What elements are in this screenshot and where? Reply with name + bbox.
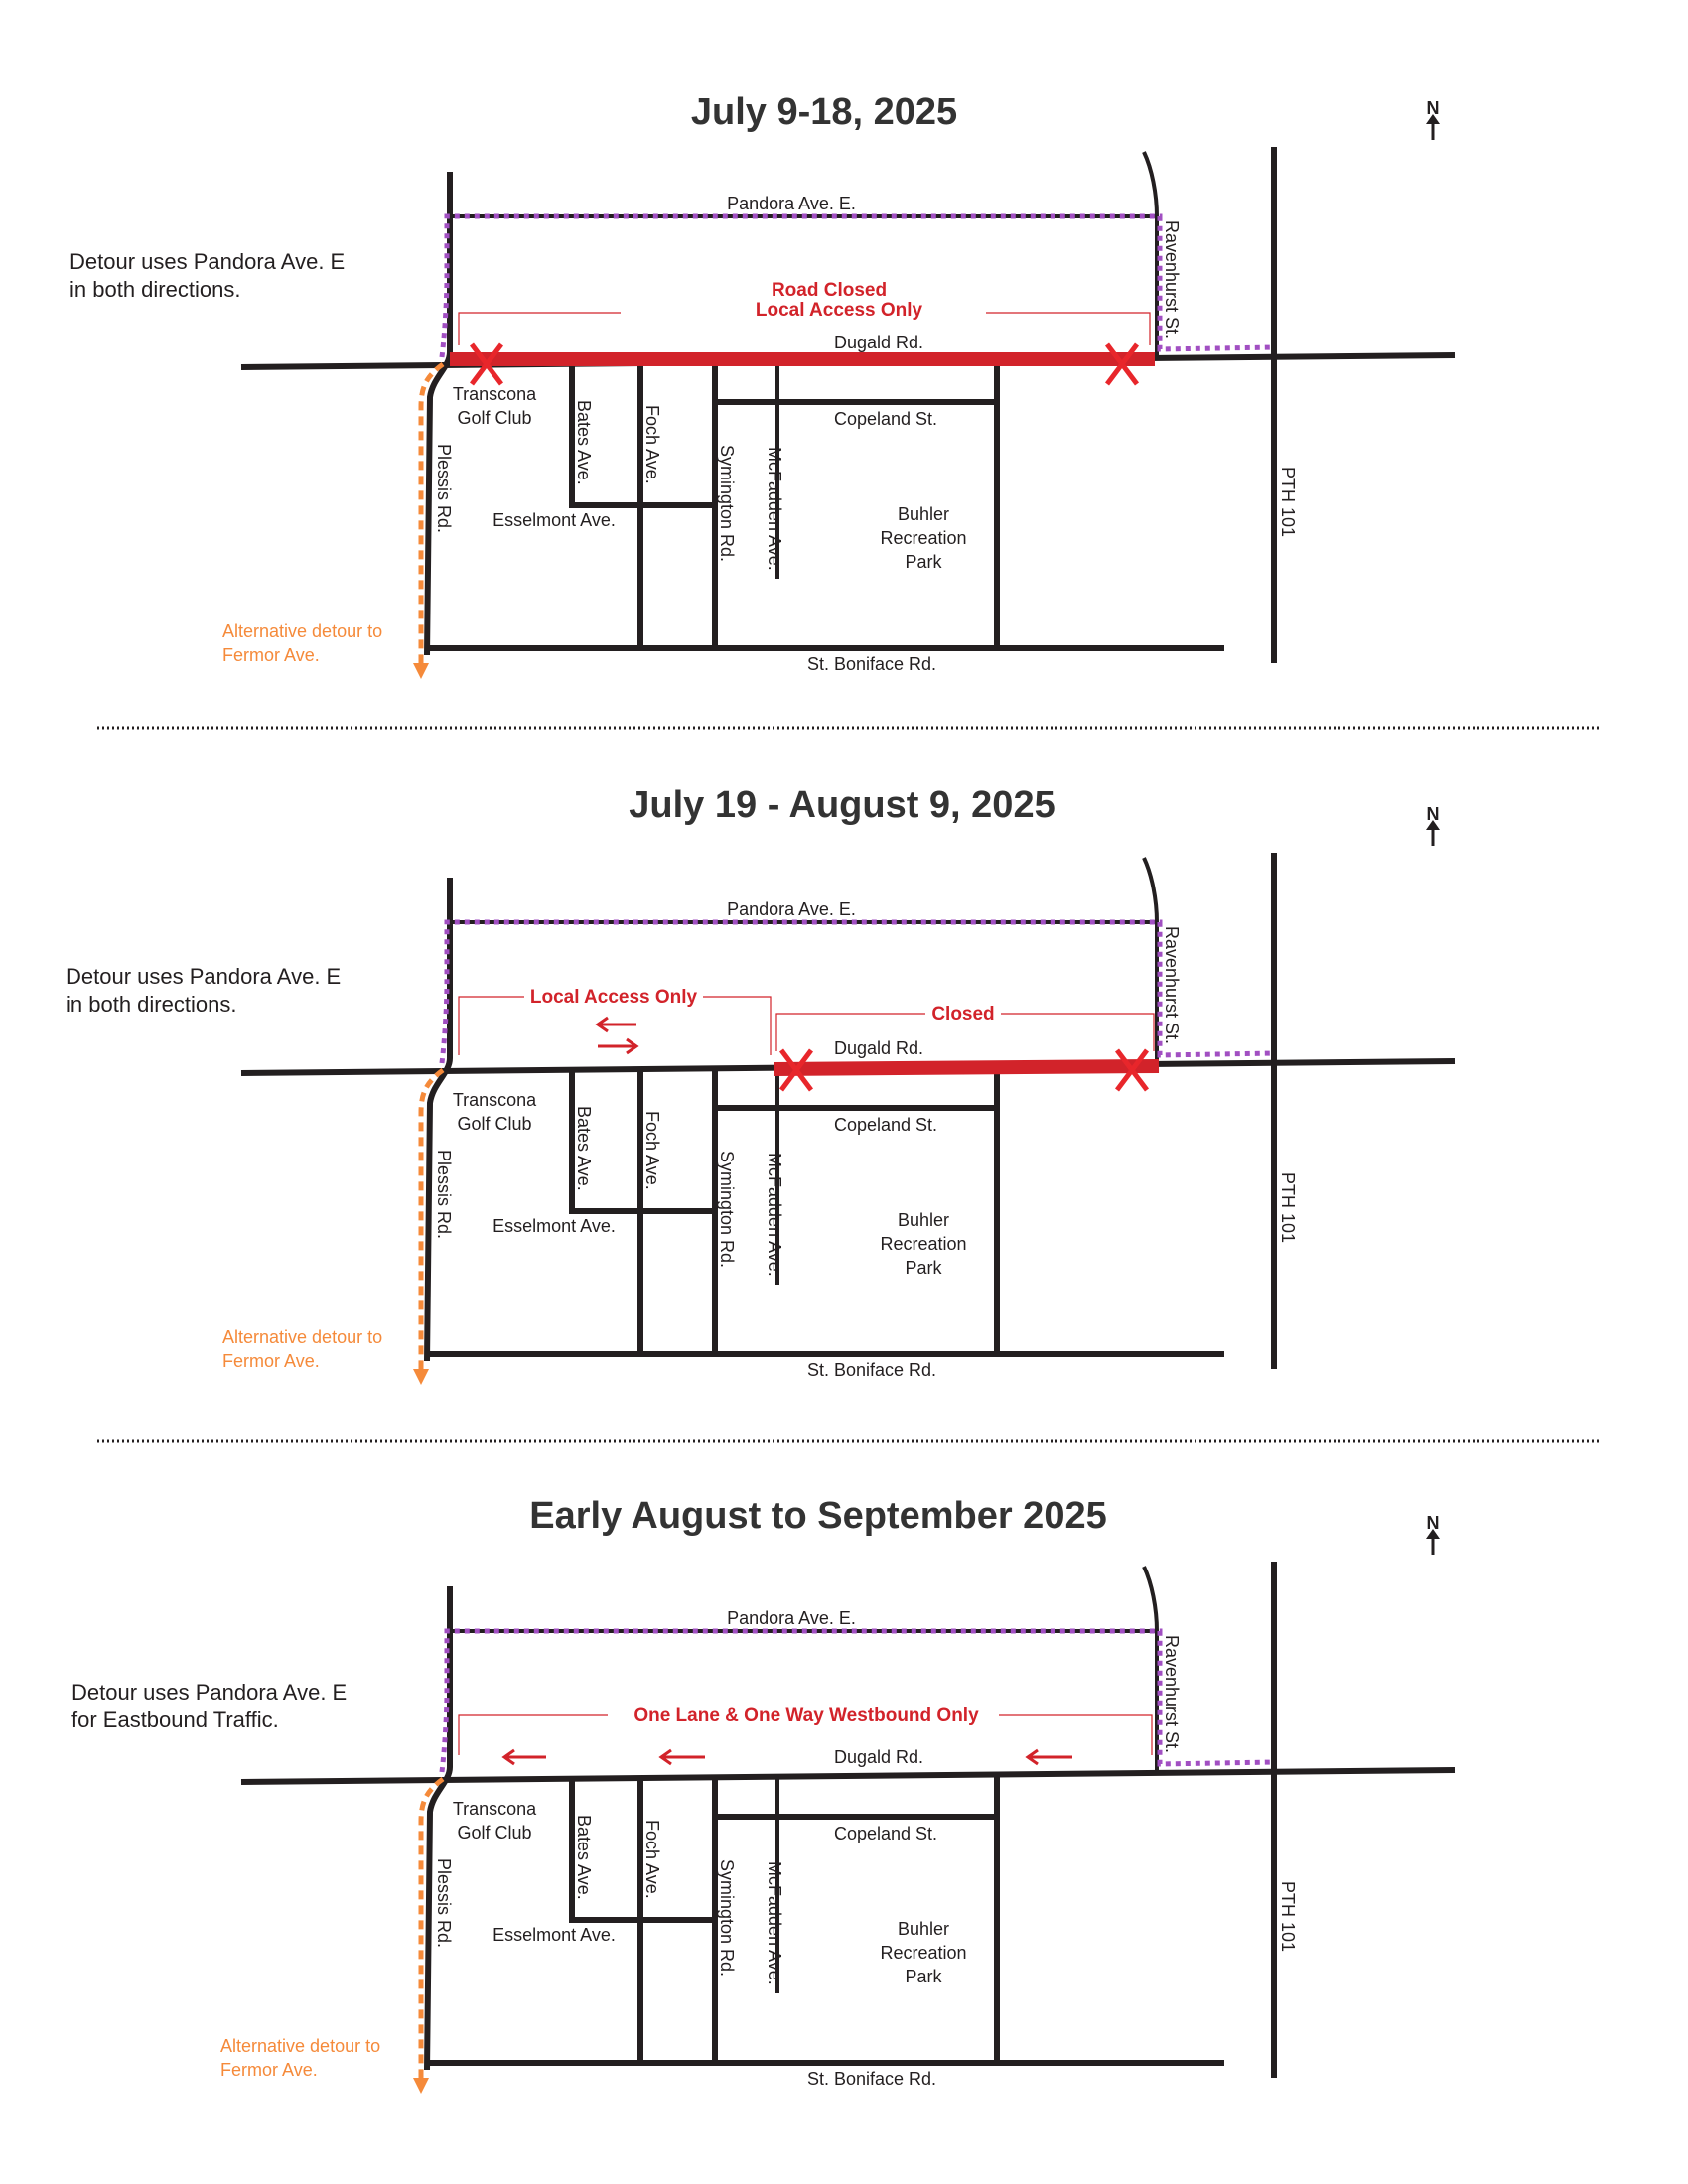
- street-label: Plessis Rd.: [434, 1150, 454, 1240]
- street-label: St. Boniface Rd.: [806, 2069, 937, 2089]
- north-arrow-label: N: [1426, 1513, 1440, 1533]
- closure-label: Closed: [931, 1004, 995, 1024]
- park-label: Buhler: [897, 1210, 950, 1230]
- alt-detour-note: Alternative detour to: [220, 2036, 381, 2056]
- street-label: Transcona: [452, 1090, 537, 1110]
- street-label: Bates Ave.: [574, 1106, 594, 1191]
- closure-label: One Lane & One Way Westbound Only: [633, 1706, 979, 1726]
- street-label: Dugald Rd.: [833, 1747, 924, 1767]
- park-label: Recreation: [880, 528, 967, 548]
- park-label: Park: [905, 1967, 942, 1986]
- detour-note: for Eastbound Traffic.: [71, 1707, 279, 1732]
- alt-detour-note: Alternative detour to: [222, 1327, 383, 1347]
- alt-detour-note: Fermor Ave.: [220, 2060, 318, 2080]
- park-label: Buhler: [897, 1919, 950, 1939]
- park-label: Buhler: [897, 504, 950, 524]
- detour-note: Detour uses Pandora Ave. E: [70, 249, 346, 274]
- alt-detour-note: Fermor Ave.: [222, 1351, 320, 1371]
- street-label: Symington Rd.: [717, 1859, 737, 1978]
- street-label: Esselmont Ave.: [492, 1216, 616, 1236]
- street-label: St. Boniface Rd.: [806, 654, 937, 674]
- street-label: Golf Club: [457, 408, 532, 428]
- street-label: McFadden Ave.: [765, 1153, 784, 1277]
- street-label: PTH 101: [1278, 1172, 1298, 1244]
- street-label: Foch Ave.: [642, 1820, 662, 1899]
- street-label: Pandora Ave. E.: [727, 194, 856, 213]
- street-label: Ravenhurst St.: [1162, 926, 1182, 1045]
- closure-bracket: [459, 997, 524, 1055]
- park-label: Recreation: [880, 1943, 967, 1963]
- two-way-arrow-icon: [598, 1018, 636, 1053]
- detour-note: Detour uses Pandora Ave. E: [66, 964, 342, 989]
- street-label: Bates Ave.: [574, 400, 594, 485]
- panel-title: Early August to September 2025: [529, 1495, 1107, 1537]
- alt-detour-note: Alternative detour to: [222, 621, 383, 641]
- street-label: McFadden Ave.: [765, 1861, 784, 1985]
- street-label: Transcona: [452, 1799, 537, 1819]
- westbound-arrow-icon: [661, 1750, 705, 1764]
- north-arrow-label: N: [1426, 804, 1440, 824]
- panel-2: [66, 784, 1455, 1385]
- street-label: Symington Rd.: [717, 445, 737, 563]
- panel-3: [71, 1495, 1455, 2094]
- street-label: Copeland St.: [833, 409, 938, 429]
- westbound-arrow-icon: [504, 1750, 546, 1764]
- park-label: Park: [905, 552, 942, 572]
- street-label: Foch Ave.: [642, 1111, 662, 1190]
- street-label: Esselmont Ave.: [492, 510, 616, 530]
- street-label: Symington Rd.: [717, 1151, 737, 1269]
- closure-bracket: [459, 313, 621, 345]
- detour-note: Detour uses Pandora Ave. E: [71, 1680, 348, 1705]
- detour-note: in both directions.: [66, 992, 237, 1017]
- park-label: Recreation: [880, 1234, 967, 1254]
- street-label: Copeland St.: [833, 1115, 938, 1135]
- street-label: Golf Club: [457, 1823, 532, 1843]
- street-label: Foch Ave.: [642, 405, 662, 484]
- alt-detour-note: Fermor Ave.: [222, 645, 320, 665]
- street-label: Plessis Rd.: [434, 1858, 454, 1949]
- street-label: St. Boniface Rd.: [806, 1360, 937, 1380]
- street-label: Dugald Rd.: [833, 333, 924, 352]
- closure-label: Local Access Only: [529, 987, 698, 1008]
- street-label: Transcona: [452, 384, 537, 404]
- street-label: PTH 101: [1278, 467, 1298, 538]
- panel-title: July 19 - August 9, 2025: [629, 784, 1055, 826]
- street-label: PTH 101: [1278, 1881, 1298, 1953]
- street-label: Ravenhurst St.: [1162, 1635, 1182, 1754]
- street-label: Bates Ave.: [574, 1815, 594, 1900]
- panel-1: [70, 91, 1455, 679]
- closure-bracket: [459, 1715, 608, 1755]
- park-label: Park: [905, 1258, 942, 1278]
- closure-label: Road Closed: [771, 280, 888, 301]
- panel-title: July 9-18, 2025: [690, 91, 958, 133]
- street-label: Pandora Ave. E.: [727, 899, 856, 919]
- street-label: Dugald Rd.: [833, 1038, 924, 1058]
- westbound-arrow-icon: [1028, 1750, 1072, 1764]
- street-label: Esselmont Ave.: [492, 1925, 616, 1945]
- street-label: Copeland St.: [833, 1824, 938, 1843]
- closure-label: Local Access Only: [755, 300, 923, 321]
- closed-segment: [774, 1066, 1159, 1069]
- north-arrow-label: N: [1426, 98, 1440, 118]
- street-label: McFadden Ave.: [765, 447, 784, 571]
- detour-note: in both directions.: [70, 277, 241, 302]
- street-label: Ravenhurst St.: [1162, 220, 1182, 340]
- street-label: Plessis Rd.: [434, 444, 454, 534]
- street-label: Pandora Ave. E.: [727, 1608, 856, 1628]
- street-label: Golf Club: [457, 1114, 532, 1134]
